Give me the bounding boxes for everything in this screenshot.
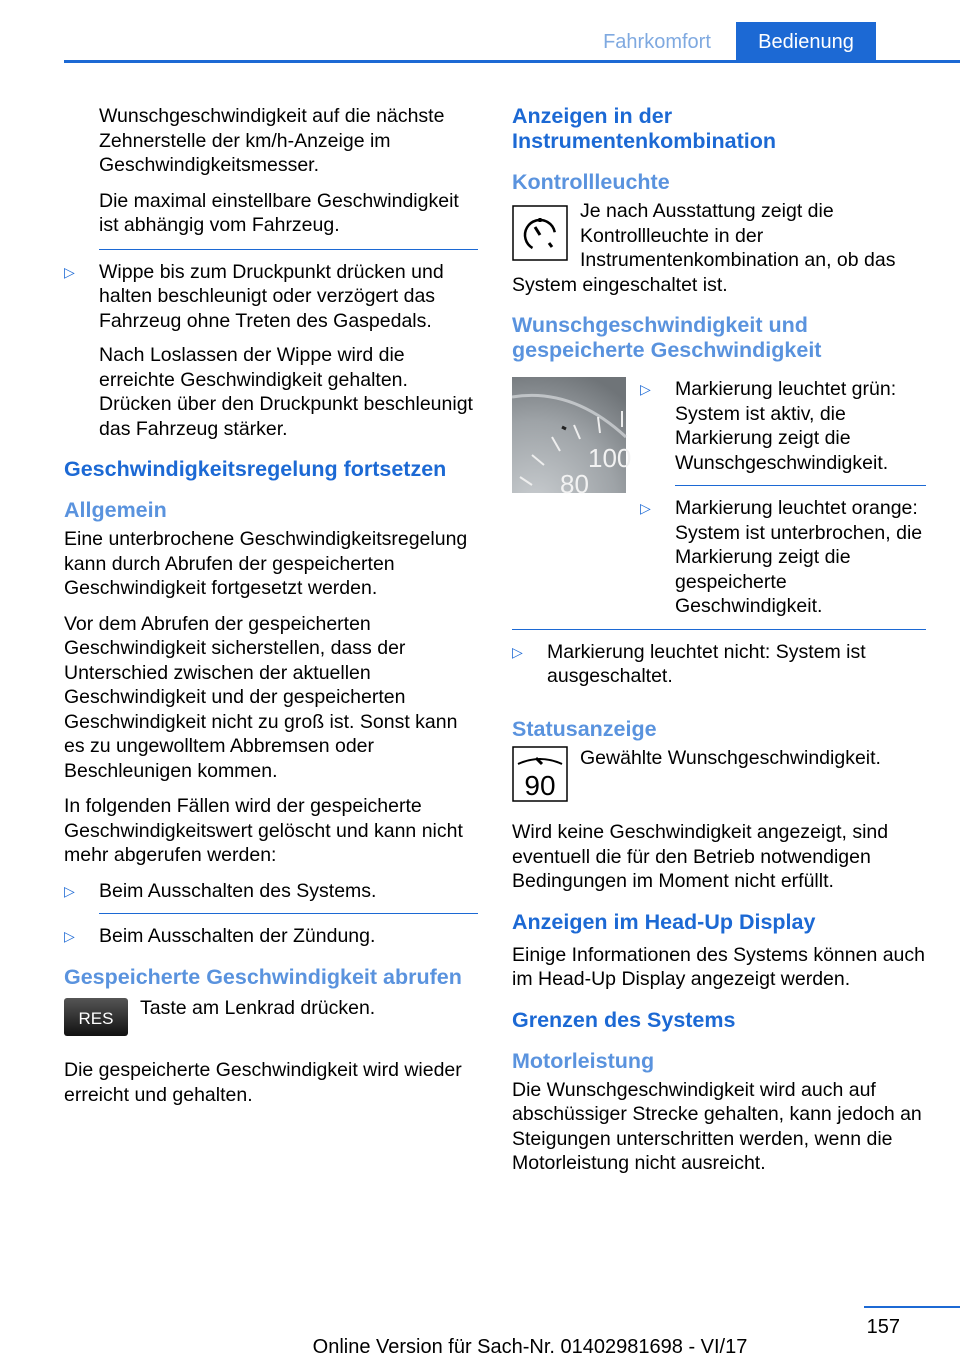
heading-grenzen: Grenzen des Systems [512,1007,736,1032]
list-item [64,879,478,904]
status-text: Gewählte Wunschgeschwindigkeit. [580,746,881,769]
res-row [64,996,478,1043]
list-item-text: Beim Ausschalten des Systems. [99,879,377,902]
divider [675,485,926,486]
triangle-bullet-icon: ▷ [512,643,523,660]
footer-line [864,1306,960,1308]
paragraph: Die Wunschgeschwindigkeit wird auch auf abschüssiger Strecke gehalten, kann jedoch an Steigungen unterschritten werden, wenn die Motorleistung nicht ausreicht. [512,1078,922,1174]
heading-abrufen: Gespeicherte Geschwindigkeit abrufen [64,964,462,989]
status-row [512,746,926,809]
tab-fahrkomfort[interactable]: Fahrkomfort [603,30,711,53]
tab-bedienung[interactable]: Bedienung [736,22,876,62]
heading-head-up-display: Anzeigen im Head-Up Display [512,909,816,934]
paragraph: Die maximal einstellbare Geschwindigkeit ist abhängig vom Fahrzeug. [99,189,459,236]
cruise-speed-90-icon [512,746,568,809]
list-item [64,260,478,442]
list-item [640,377,926,475]
triangle-bullet-icon: ▷ [64,263,75,280]
paragraph: Eine unterbrochene Geschwindigkeitsregelung kann durch Abrufen der gespeicherten Geschwindigkeit fortgesetzt werden. [64,528,468,599]
list-item [64,924,478,949]
paragraph: Wunschgeschwindigkeit auf die nächste Zehnerstelle der km/h-Anzeige im Geschwindigkeitsmesser. [99,105,445,176]
kontroll-block [512,199,926,297]
list-item [512,640,926,689]
list-item-text: Markierung leuchtet grün: System ist aktiv, die Markierung zeigt die Wunschgeschwindigkeit. [675,378,897,474]
list-item-subtext: Nach Loslassen der Wippe wird die erreichte Geschwindigkeit gehalten. Drücken über den Druckpunkt beschleunigt das Fahrzeug stärker. [99,344,473,440]
triangle-bullet-icon: ▷ [640,500,651,516]
list-item-text: Markierung leuchtet nicht: System ist ausgeschaltet. [547,640,866,687]
paragraph: Einige Informationen des Systems können auch im Head-Up Display angezeigt werden. [512,943,925,990]
paragraph: Die gespeicherte Geschwindigkeit wird wieder erreicht und gehalten. [64,1059,462,1106]
triangle-bullet-icon: ▷ [64,928,75,944]
heading-wunschgeschwindigkeit: Wunschgeschwindigkeit und gespeicherte Geschwindigkeit [512,313,822,362]
paragraph: Wird keine Geschwindigkeit angezeigt, sind eventuell die für den Betrieb notwendigen Bedingungen im Moment nicht erfüllt. [512,821,889,892]
page-number: 157 [866,1316,900,1338]
list-item [640,496,926,619]
divider [512,629,926,630]
gauge-label-100: 100 [588,443,632,473]
gauge-row [512,377,926,629]
status-value: 90 [524,769,556,801]
res-label: RES [78,1008,114,1028]
right-column [512,104,926,1187]
list-item-text: Markierung leuchtet orange: System ist unterbrochen, die Markierung zeigt die gespeicherte Geschwindigkeit. [675,497,923,617]
heading-kontrollleuchte: Kontrollleuchte [512,170,670,194]
heading-motorleistung: Motorleistung [512,1048,655,1073]
speedometer-gauge-image [512,377,632,499]
list-item-text: Wippe bis zum Druckpunkt drücken und halten beschleunigt oder verzögert das Fahrzeug ohne Treten des Gaspedals. [99,260,444,332]
gauge-label-80: 80 [560,469,589,499]
res-text: Taste am Lenkrad drücken. [140,996,376,1019]
heading-allgemein: Allgemein [64,498,167,522]
divider [99,913,478,914]
online-version-label: Online Version für Sach-Nr. 01402981698 - VI/17 [312,1336,748,1358]
divider [99,249,478,250]
list-item-text: Beim Ausschalten der Zündung. [99,925,376,947]
gauge-bullets [640,377,926,629]
triangle-bullet-icon: ▷ [640,381,651,397]
heading-fortsetzen: Geschwindigkeitsregelung fortsetzen [64,457,447,481]
triangle-bullet-icon: ▷ [64,882,75,899]
heading-statusanzeige: Statusanzeige [512,716,657,741]
kontroll-text: Je nach Ausstattung zeigt die Kontrollleuchte in der Instrumentenkombination an, ob das System eingeschaltet ist. [512,200,896,296]
left-column [64,104,478,1118]
paragraph: In folgenden Fällen wird der gespeicherte Geschwindigkeitswert gelöscht und kann nicht mehr abgerufen werden: [64,795,463,866]
paragraph: Vor dem Abrufen der gespeicherten Geschwindigkeit sicherstellen, dass der Unterschied zwischen der aktuellen Geschwindigkeit und der gespeicherten Geschwindigkeit nicht zu groß ist. Sonst kann es zu ungewolltem Abbremsen oder Beschleunigen kommen. [64,612,458,782]
heading-anzeigen: Anzeigen in der Instrumentenkombination [512,104,776,153]
res-button-icon [64,998,128,1043]
speedometer-indicator-icon [512,205,568,268]
